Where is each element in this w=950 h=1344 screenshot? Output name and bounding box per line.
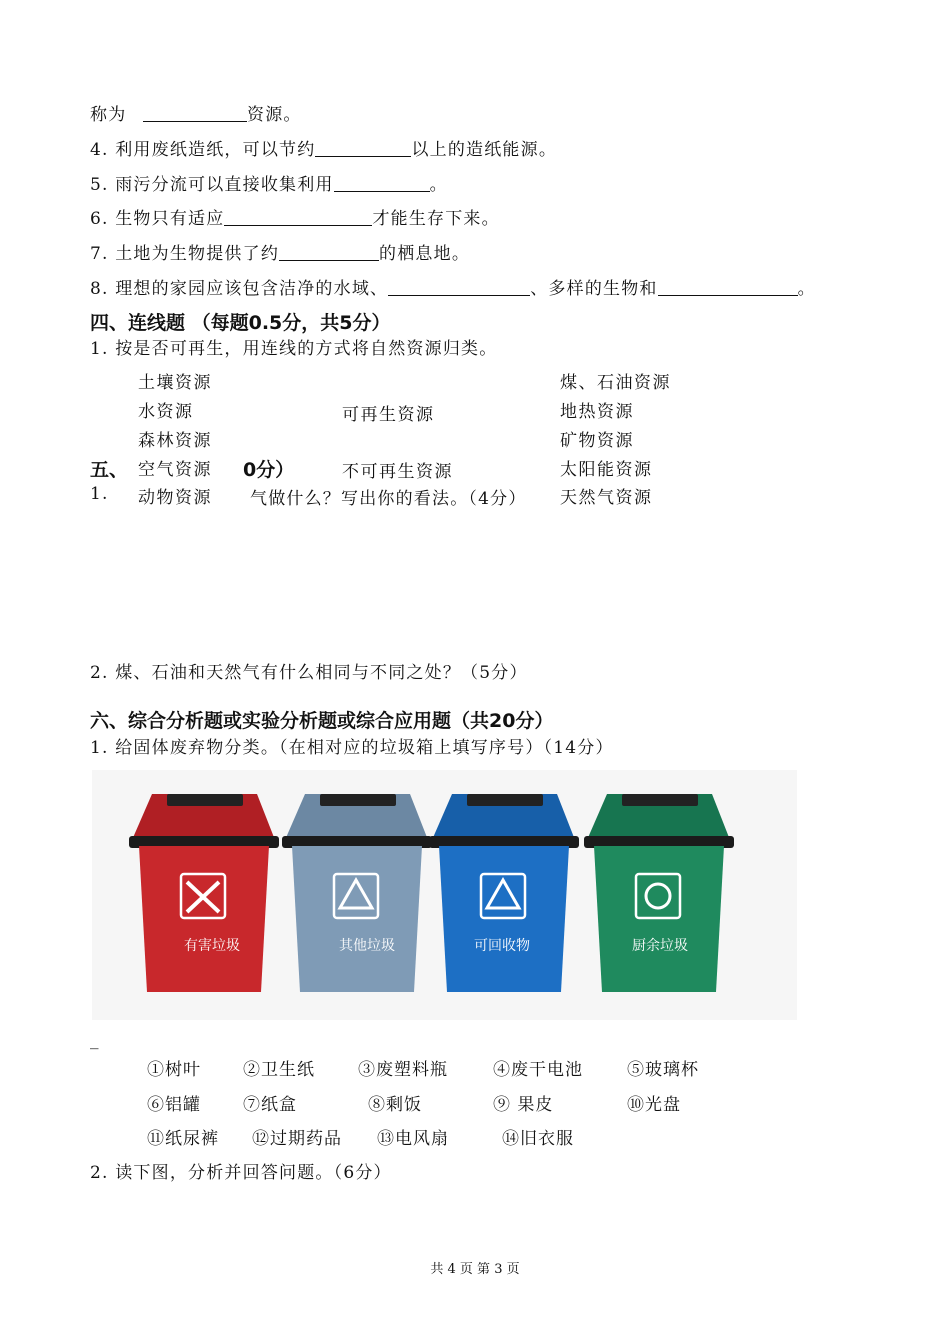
waste-item: ⑫过期药品 xyxy=(252,1129,342,1149)
section-6-q2: 2. 读下图，分析并回答问题。（6分） xyxy=(90,1163,392,1183)
kitchen-waste-bin xyxy=(584,794,734,992)
q8-text-middle: 、多样的生物和 xyxy=(530,279,658,299)
q4-text: 4. 利用废纸造纸，可以节约 xyxy=(90,140,316,160)
recyclable-bin xyxy=(429,794,579,992)
trash-bins-svg xyxy=(92,770,797,1020)
q8-text-after: 。 xyxy=(797,279,816,299)
prefix-text: 称为 xyxy=(90,105,127,125)
waste-item: ⑤玻璃杯 xyxy=(627,1060,699,1080)
section-4-heading: 四、连线题 （每题0.5分，共5分） xyxy=(90,312,391,334)
answer-blank[interactable] xyxy=(143,103,247,122)
answer-blank[interactable] xyxy=(224,207,372,226)
q6-text: 6. 生物只有适应 xyxy=(90,209,225,229)
answer-blank[interactable] xyxy=(279,242,379,261)
question-8 xyxy=(90,274,816,299)
answer-blank[interactable] xyxy=(658,277,798,296)
section-5-heading-end: 0分） xyxy=(243,459,295,481)
q6-text-after: 才能生存下来。 xyxy=(372,209,500,229)
section-5-q1-start: 1. xyxy=(90,484,109,504)
waste-item: ⑨ 果皮 xyxy=(493,1095,554,1115)
page-footer: 共 4 页 第 3 页 xyxy=(430,1262,520,1277)
section-6-q1: 1. 给固体废弃物分类。（在相对应的垃圾箱上填写序号）（14分） xyxy=(90,738,614,758)
waste-item: ⑭旧衣服 xyxy=(502,1129,574,1149)
waste-item: ④废干电池 xyxy=(493,1060,583,1080)
section-6-heading: 六、综合分析题或实验分析题或综合应用题（共20分） xyxy=(90,710,554,732)
left-resource-item[interactable]: 土壤资源 xyxy=(138,368,212,393)
q7-text-after: 的栖息地。 xyxy=(379,244,471,264)
section-5-heading-start: 五、 xyxy=(90,459,129,481)
bin-label-kitchen: 厨余垃圾 xyxy=(632,938,688,954)
q5-text: 5. 雨污分流可以直接收集利用 xyxy=(90,175,334,195)
question-6 xyxy=(90,204,500,229)
answer-blank[interactable] xyxy=(334,173,430,192)
left-resource-item[interactable]: 动物资源 xyxy=(138,483,216,508)
waste-item: ⑩光盘 xyxy=(627,1095,681,1115)
dash-mark: _ xyxy=(90,1030,100,1050)
bin-label-recyclable: 可回收物 xyxy=(474,938,530,954)
section-5-q2: 2. 煤、石油和天然气有什么相同与不同之处？（5分） xyxy=(90,663,528,683)
right-resource-item[interactable]: 天然气资源 xyxy=(560,483,653,508)
hazardous-bin xyxy=(129,794,279,992)
section-4-q1: 1. 按是否可再生，用连线的方式将自然资源归类。 xyxy=(90,339,498,359)
q4-text-after: 以上的造纸能源。 xyxy=(411,140,558,160)
bin-label-other: 其他垃圾 xyxy=(339,938,395,954)
prefix-text-after: 资源。 xyxy=(247,105,302,125)
left-resource-item[interactable]: 空气资源 xyxy=(138,455,216,480)
question-5 xyxy=(90,170,448,195)
right-resource-item[interactable]: 地热资源 xyxy=(560,397,634,422)
left-resource-item[interactable]: 森林资源 xyxy=(138,426,212,451)
waste-item: ⑧剩饭 xyxy=(368,1095,422,1115)
right-resource-item[interactable]: 太阳能资源 xyxy=(560,455,653,480)
right-resource-item[interactable]: 煤、石油资源 xyxy=(560,368,671,393)
waste-item: ⑥铝罐 xyxy=(147,1095,201,1115)
trash-bins-image xyxy=(92,770,797,1020)
left-resource-item[interactable]: 水资源 xyxy=(138,397,194,422)
category-renewable[interactable]: 可再生资源 xyxy=(342,400,435,425)
fill-in-prefix-line xyxy=(90,100,302,125)
waste-item: ⑦纸盒 xyxy=(243,1095,297,1115)
waste-item: ①树叶 xyxy=(147,1060,201,1080)
answer-blank[interactable] xyxy=(315,138,411,157)
waste-item: ⑬电风扇 xyxy=(377,1129,449,1149)
waste-item: ③废塑料瓶 xyxy=(358,1060,448,1080)
waste-item: ②卫生纸 xyxy=(243,1060,315,1080)
right-resource-item[interactable]: 矿物资源 xyxy=(560,426,634,451)
section-5-q1-text: 气做什么？写出你的看法。（4分） xyxy=(250,489,527,509)
answer-blank[interactable] xyxy=(388,277,530,296)
bin-label-hazardous: 有害垃圾 xyxy=(184,938,240,954)
q8-text: 8. 理想的家园应该包含洁净的水域、 xyxy=(90,279,389,299)
category-nonrenewable[interactable]: 不可再生资源 xyxy=(342,457,453,482)
q7-text: 7. 土地为生物提供了约 xyxy=(90,244,280,264)
question-4 xyxy=(90,135,557,160)
other-waste-bin xyxy=(282,794,432,992)
waste-item: ⑪纸尿裤 xyxy=(147,1129,219,1149)
question-7 xyxy=(90,239,470,264)
q5-text-after: 。 xyxy=(429,175,448,195)
